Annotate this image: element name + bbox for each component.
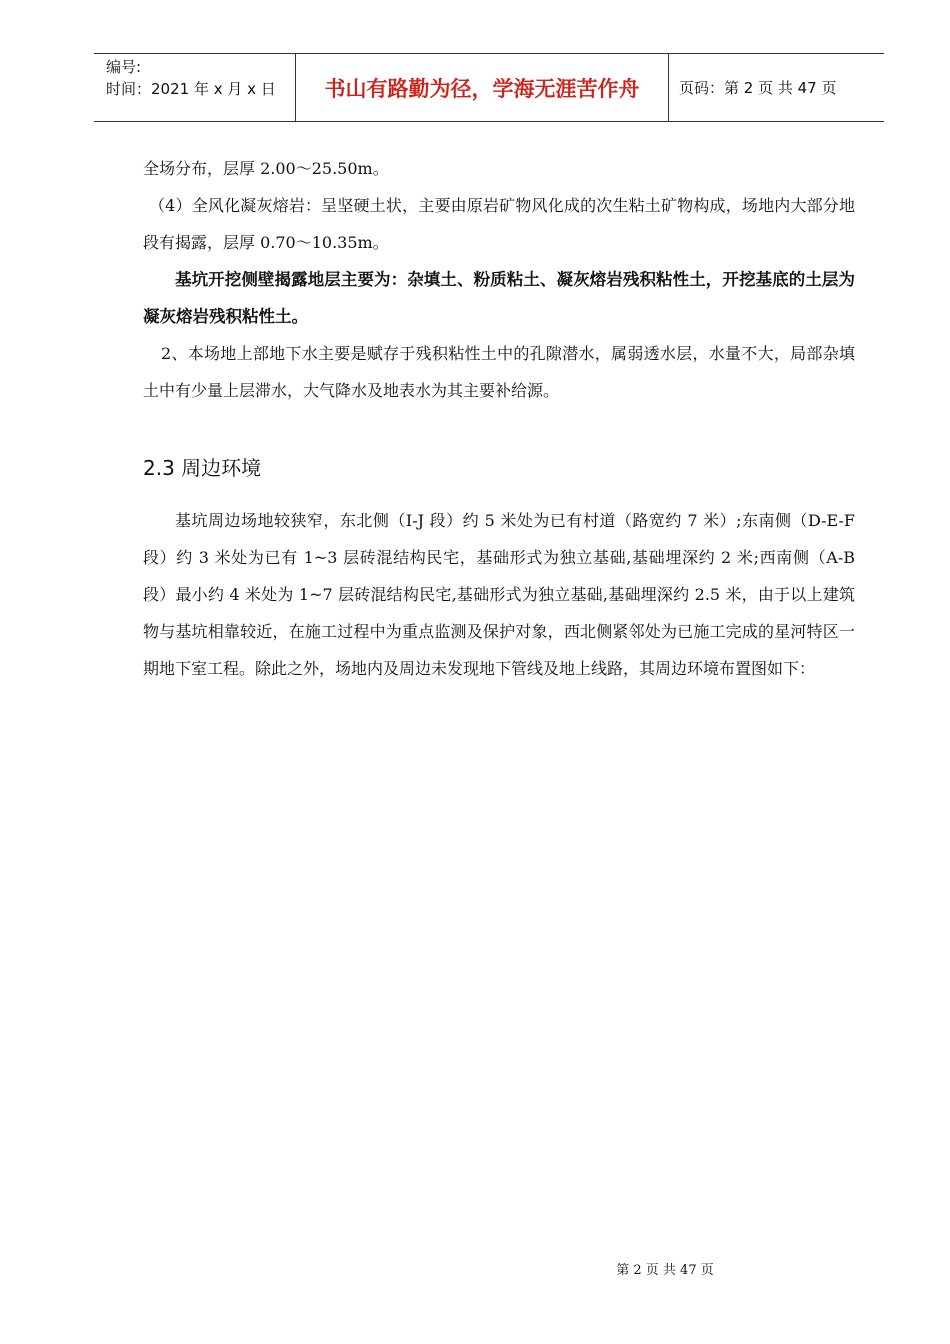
header-page-info: 页码：第 2 页 共 47 页 bbox=[679, 79, 837, 97]
header-motto: 书山有路勤为径，学海无涯苦作舟 bbox=[296, 54, 669, 121]
document-time-label: 时间：2021 年 x 月 x 日 bbox=[106, 80, 276, 98]
paragraph-layer-thickness: 全场分布，层厚 2.00～25.50m。 bbox=[143, 159, 389, 178]
section-heading: 2.3 周边环境 bbox=[143, 456, 262, 480]
page-header bbox=[94, 53, 884, 122]
header-meta bbox=[94, 54, 296, 121]
paragraph-weathered-rock: （4）全风化凝灰熔岩：呈坚硬土状，主要由原岩矿物风化成的次生粘土矿物构成，场地内大部分地段有揭露，层厚 0.70～10.35m。 bbox=[143, 196, 855, 252]
paragraph-groundwater: 2、本场地上部地下水主要是赋存于残积粘性土中的孔隙潜水，属弱透水层，水量不大，局部杂填土中有少量上层滞水，大气降水及地表水为其主要补给源。 bbox=[143, 344, 855, 400]
page-footer: 第 2 页 共 47 页 bbox=[616, 1263, 714, 1278]
document-number-label: 编号: bbox=[106, 58, 142, 76]
section-surroundings bbox=[143, 502, 855, 687]
paragraph-excavation-strata: 基坑开挖侧壁揭露地层主要为：杂填土、粉质粘土、凝灰熔岩残积粘性土，开挖基底的土层为凝灰熔岩残积粘性土。 bbox=[143, 270, 855, 326]
body-content bbox=[143, 150, 855, 409]
paragraph-surroundings: 基坑周边场地较狭窄，东北侧（I-J 段）约 5 米处为已有村道（路宽约 7 米）;东南侧（D-E-F 段）约 3 米处为已有 1~3 层砖混结构民宅，基础形式为独立基础,基础埋深约 2 米;西南侧（A-B 段）最小约 4 米处为 1~7 层砖混结构民宅,基础形式为独立基础,基础埋深约 2.5 米，由于以上建筑物与基坑相靠较近，在施工过程中为重点监测及保护对象，西北侧紧邻处为已施工完成的星河特区一期地下室工程。除此之外，场地内及周边未发现地下管线及地上线路，其周边环境布置图如下： bbox=[143, 511, 855, 678]
